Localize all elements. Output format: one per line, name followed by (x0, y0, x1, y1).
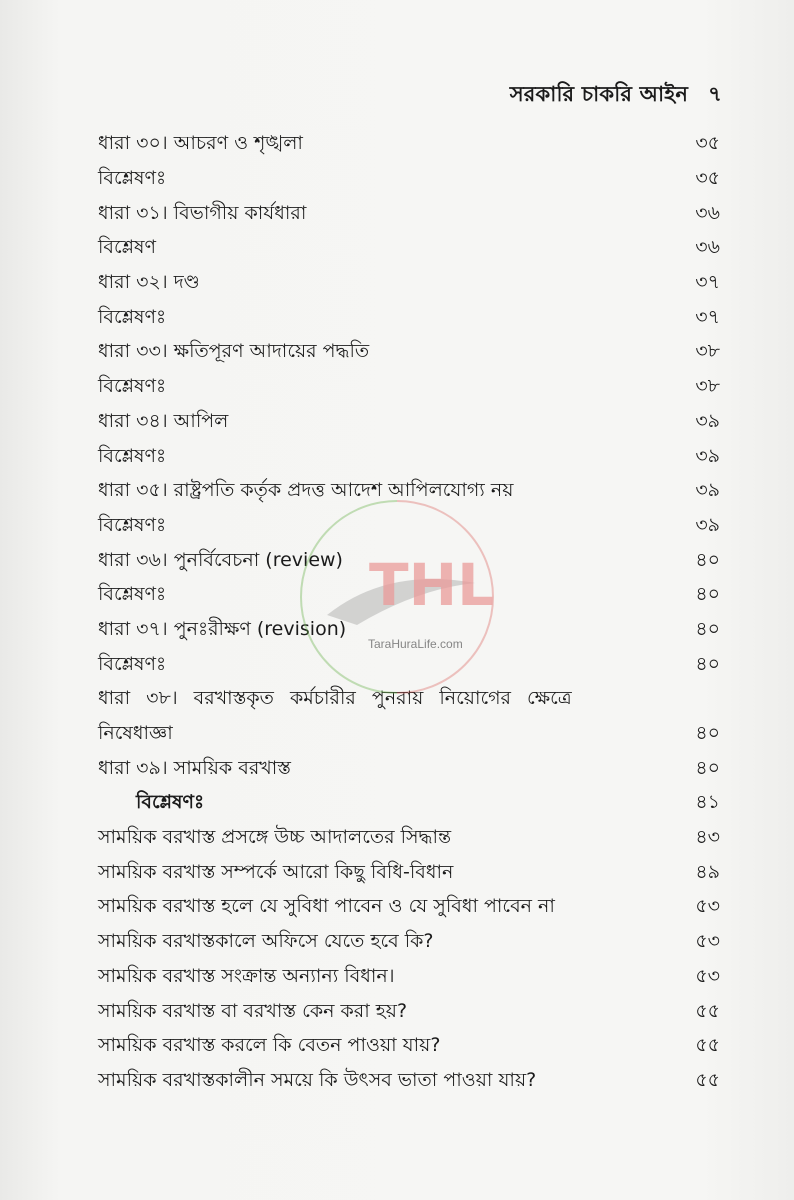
toc-row (98, 579, 720, 614)
toc-entry-title: ধারা ৩৩। ক্ষতিপূরণ আদায়ের পদ্ধতি (98, 340, 370, 363)
toc-row (98, 510, 720, 545)
toc-entry-title: ধারা ৩১। বিভাগীয় কার্যধারা (98, 201, 307, 224)
toc-entry-title: সাময়িক বরখাস্ত সম্পর্কে আরো কিছু বিধি-বিধান (98, 860, 454, 883)
toc-page-number: ৩৯ (695, 444, 720, 467)
toc-page-number: ৪০ (695, 722, 720, 745)
toc-row (98, 336, 720, 371)
toc-row (98, 787, 720, 822)
toc-page-number: ৫৩ (695, 930, 720, 953)
toc-row (98, 961, 720, 996)
toc-entry-title: ধারা ৩৮। বরখাস্তকৃত কর্মচারীর পুনরায় নিয়োগের ক্ষেত্রে (98, 687, 572, 710)
toc-entry-title: সাময়িক বরখাস্ত করলে কি বেতন পাওয়া যায়? (98, 1034, 441, 1057)
toc-page-number: ৪০ (695, 756, 720, 779)
toc-entry-title: সাময়িক বরখাস্ত প্রসঙ্গে উচ্চ আদালতের সিদ্ধান্ত (98, 826, 452, 849)
toc-row (98, 197, 720, 232)
toc-entry-title: সাময়িক বরখাস্ত বা বরখাস্ত কেন করা হয়? (98, 999, 408, 1022)
toc-row (98, 406, 720, 441)
toc-entry-title: সাময়িক বরখাস্তকালে অফিসে যেতে হবে কি? (98, 930, 434, 953)
toc-entry-title: বিশ্লেষণঃ (98, 652, 167, 675)
toc-page-number: ৫৩ (695, 964, 720, 987)
toc-row (98, 163, 720, 198)
toc-row (98, 128, 720, 163)
toc-entry-title: সাময়িক বরখাস্ত হলে যে সুবিধা পাবেন ও যে সুবিধা পাবেন না (98, 895, 555, 918)
toc-row (98, 822, 720, 857)
toc-entry-title: সাময়িক বরখাস্তকালীন সময়ে কি উৎসব ভাতা পাওয়া যায়? (98, 1068, 537, 1091)
toc-page-number: ৪০ (695, 617, 720, 640)
toc-row (98, 683, 720, 718)
toc-page-number: ৩৬ (695, 236, 720, 259)
toc-entry-title: সাময়িক বরখাস্ত সংক্রান্ত অন্যান্য বিধান। (98, 964, 395, 987)
toc-entry-title: বিশ্লেষণ (98, 236, 157, 259)
toc-entry-title: ধারা ৩২। দণ্ড (98, 271, 200, 294)
toc-entry-title: বিশ্লেষণঃ (98, 167, 167, 190)
toc-row (98, 544, 720, 579)
toc-page-number: ৩৫ (695, 132, 720, 155)
toc-row (98, 995, 720, 1030)
toc-entry-title: ধারা ৩৪। আপিল (98, 409, 229, 432)
toc-row (98, 718, 720, 753)
toc-row (98, 1065, 720, 1100)
toc-row (98, 1030, 720, 1065)
toc-page-number: ৪৯ (695, 860, 720, 883)
toc-page-number: ৩৫ (695, 167, 720, 190)
toc-row (98, 648, 720, 683)
toc-page-number: ৫৩ (695, 895, 720, 918)
toc-row (98, 232, 720, 267)
toc-row (98, 267, 720, 302)
toc-page-number: ৩৬ (695, 201, 720, 224)
toc-page-number: ৩৭ (695, 305, 720, 328)
toc-entry-title: ধারা ৩০। আচরণ ও শৃঙ্খলা (98, 132, 303, 155)
table-of-contents (98, 128, 720, 1099)
running-header (510, 78, 722, 113)
toc-page-number: ৪৩ (695, 826, 720, 849)
toc-page-number: ৩৯ (695, 409, 720, 432)
toc-entry-title: বিশ্লেষণঃ (98, 583, 167, 606)
watermark-site: TaraHuraLife.com (368, 637, 463, 651)
toc-row (98, 856, 720, 891)
toc-page-number: ৩৯ (695, 513, 720, 536)
toc-entry-title: বিশ্লেষণঃ (98, 305, 167, 328)
toc-page-number: ৫৫ (695, 999, 720, 1022)
toc-row (98, 891, 720, 926)
toc-entry-title: বিশ্লেষণঃ (136, 791, 205, 814)
toc-entry-title: বিশ্লেষণঃ (98, 444, 167, 467)
toc-entry-title: ধারা ৩৭। পুনঃরীক্ষণ (revision) (98, 617, 347, 640)
toc-page-number: ৩৯ (695, 479, 720, 502)
toc-row (98, 301, 720, 336)
toc-page-number: ৫৫ (695, 1034, 720, 1057)
toc-entry-title: বিশ্লেষণঃ (98, 513, 167, 536)
watermark-letters: THL (369, 551, 495, 619)
toc-entry-title: নিষেধাজ্ঞা (98, 722, 173, 745)
toc-page-number: ৩৭ (695, 271, 720, 294)
toc-page-number: ৪০ (695, 652, 720, 675)
toc-page-number: ৫৫ (695, 1068, 720, 1091)
toc-page-number: ৪০ (695, 583, 720, 606)
toc-entry-title: ধারা ৩৫। রাষ্ট্রপতি কর্তৃক প্রদত্ত আদেশ আপিলযোগ্য নয় (98, 479, 514, 502)
toc-entry-title: বিশ্লেষণঃ (98, 375, 167, 398)
toc-page-number: ৩৮ (695, 340, 720, 363)
toc-page-number: ৪০ (695, 548, 720, 571)
toc-row (98, 752, 720, 787)
toc-row (98, 371, 720, 406)
toc-page-number: ৪১ (695, 791, 720, 814)
header-title: সরকারি চাকরি আইন (509, 82, 689, 106)
toc-row (98, 926, 720, 961)
toc-entry-title: ধারা ৩৬। পুনর্বিবেচনা (review) (98, 548, 343, 571)
toc-entry-title: ধারা ৩৯। সাময়িক বরখাস্ত (98, 756, 291, 779)
header-page-number: ৭ (708, 82, 722, 106)
toc-row (98, 440, 720, 475)
toc-page-number: ৩৮ (695, 375, 720, 398)
toc-row (98, 475, 720, 510)
